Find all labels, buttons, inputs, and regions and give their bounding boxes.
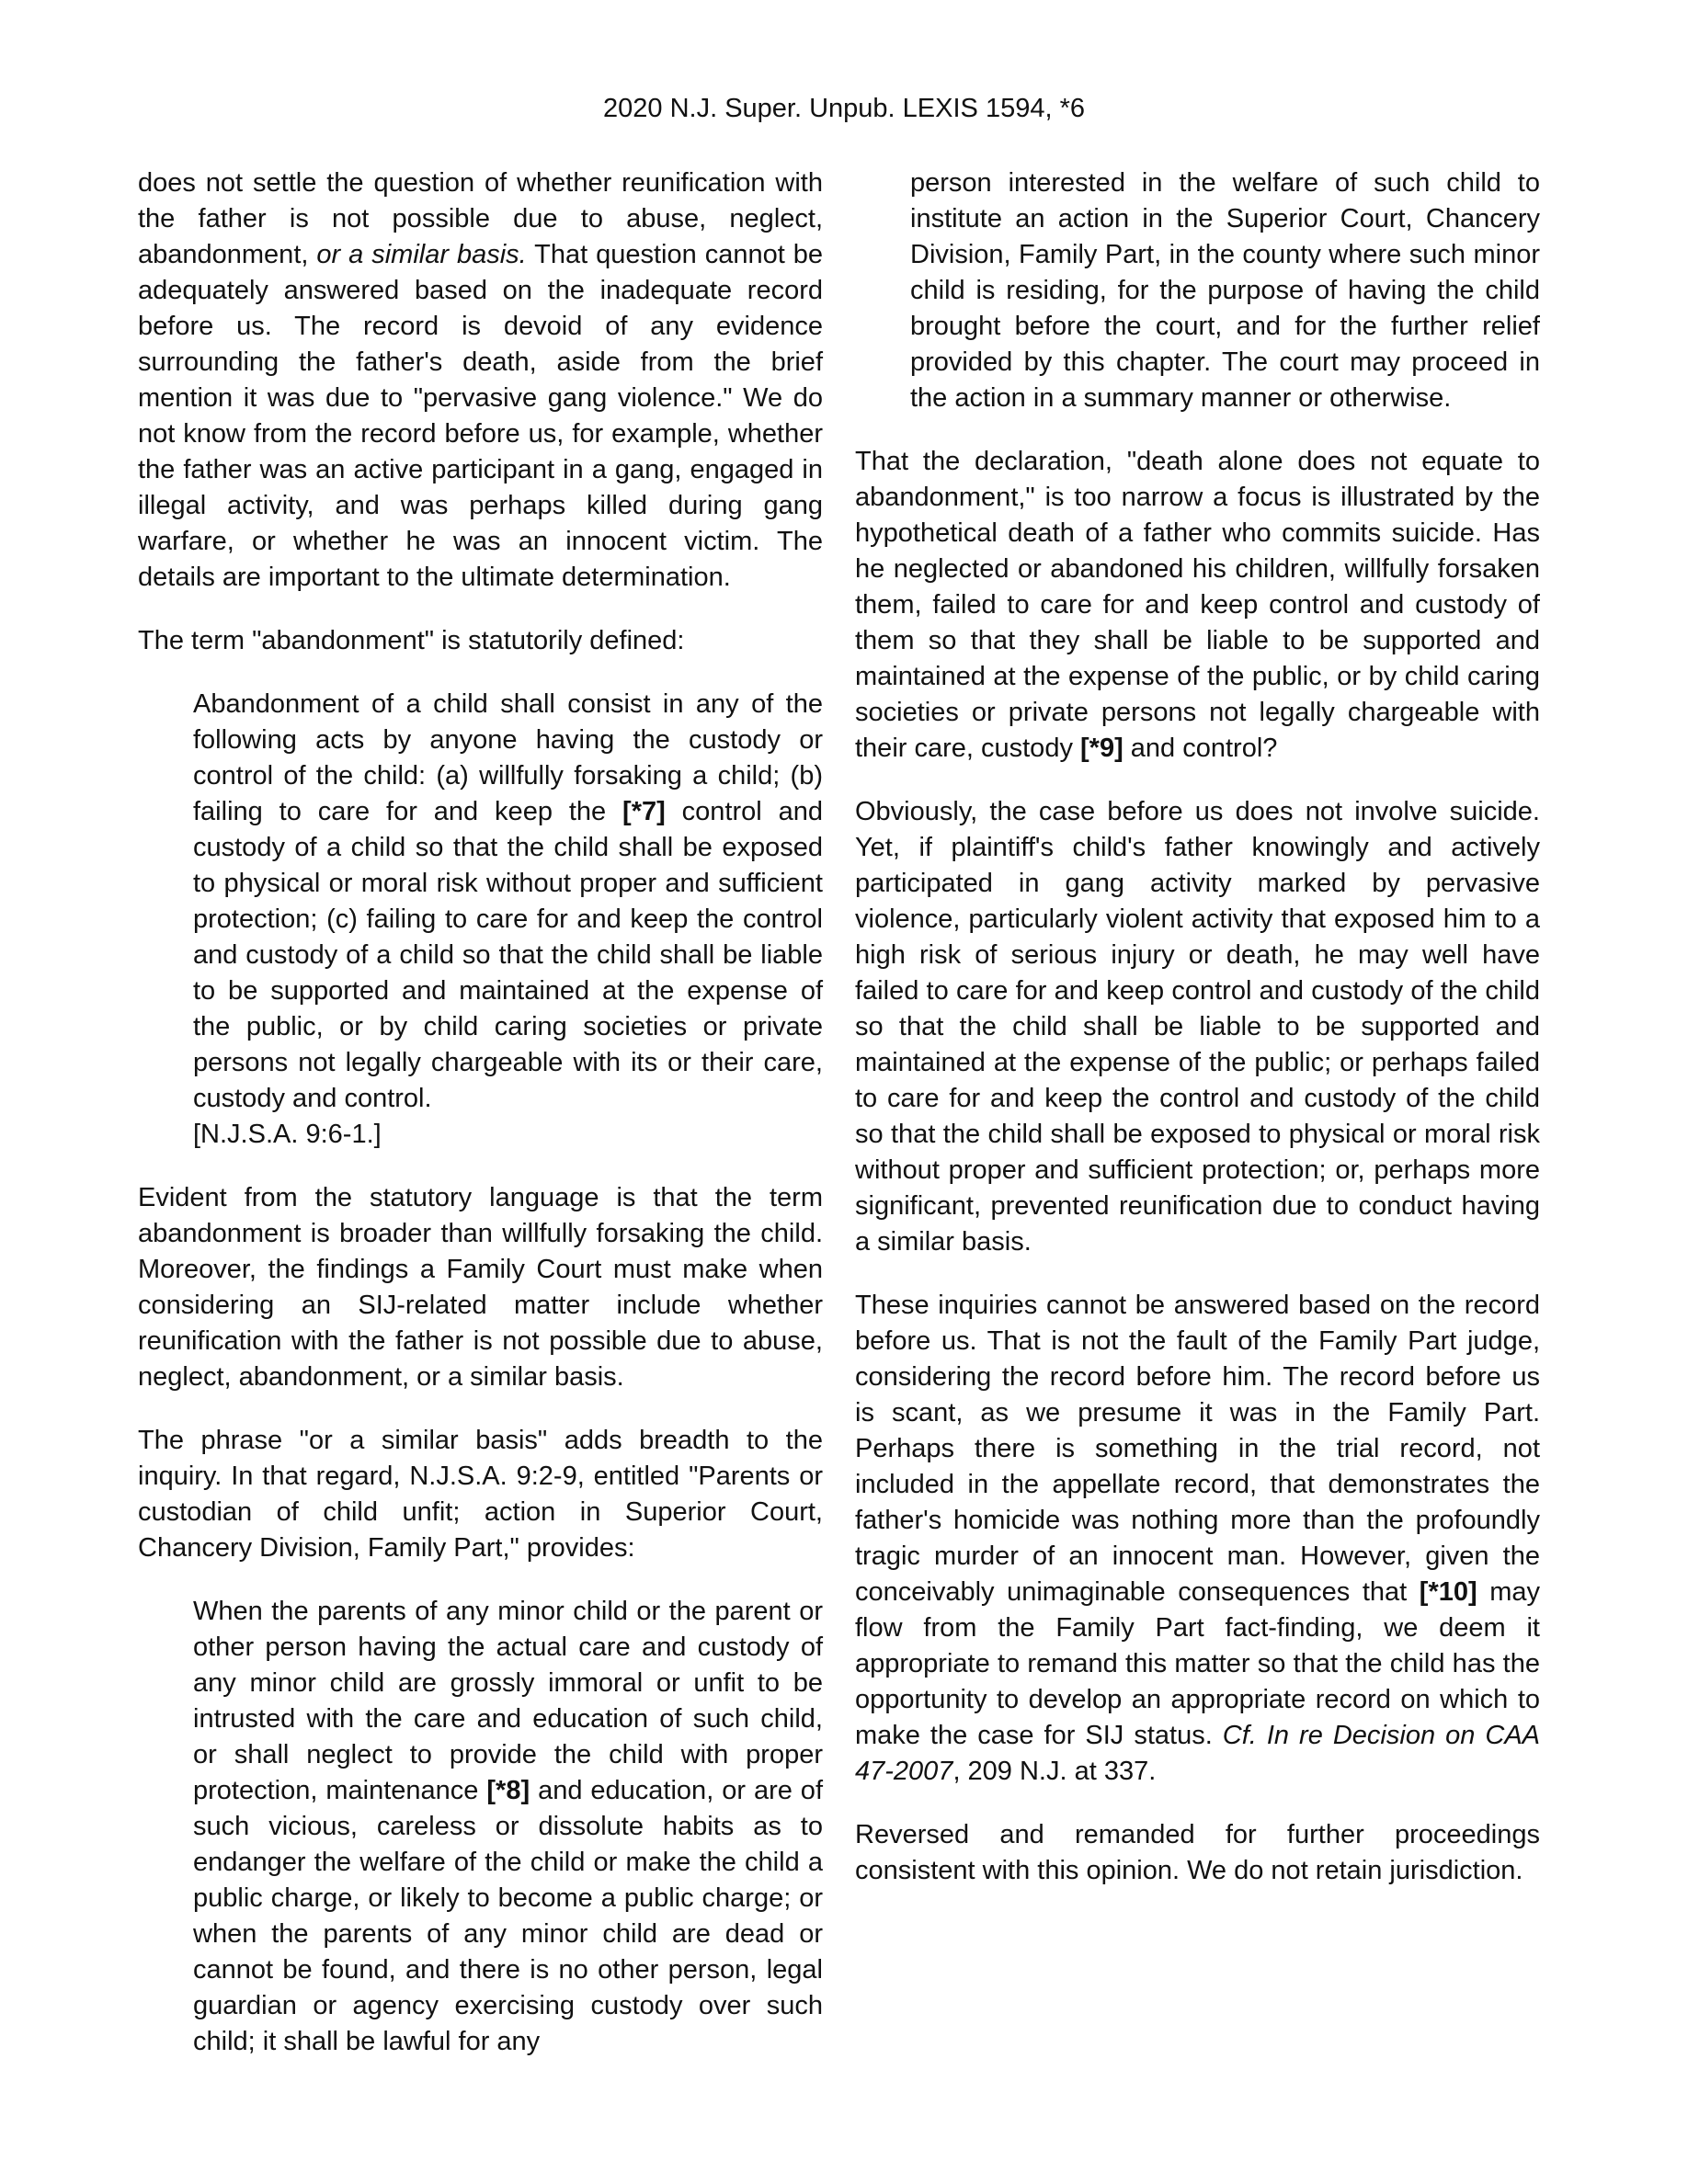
- page-marker-7: [*7]: [622, 797, 666, 826]
- text-span: When the parents of any minor child or the parent or other person having the actual care and custody of any minor child are grossly immoral or unfit to be intrusted with the care and education of such child, or shall neglect to provide the child with proper protection, maintenance: [193, 1597, 823, 1805]
- text-span: That the declaration, "death alone does not equate to abandonment," is too narrow a focus is illustrated by the hypothetical death of a father who commits suicide. Has he neglected or abandoned his children, willfully forsaken them, failed to care for and keep control and custody of them so that they shall be liable to be supported and maintained at the expense of the public, or by child caring societies or private persons not legally chargeable with their care, custody: [855, 447, 1540, 763]
- case-citation: Cf. In re Decision on CAA 47-2007: [855, 1721, 1541, 1786]
- left-column: [138, 165, 823, 2087]
- page-marker-9: [*9]: [1080, 734, 1123, 763]
- italic-phrase: or a similar basis.: [316, 240, 527, 269]
- paragraph-5: [855, 444, 1540, 767]
- block-quote-1: [193, 687, 823, 1153]
- paragraph-8: Reversed and remanded for further proceedings consistent with this opinion. We do not retain jurisdiction.: [855, 1820, 1540, 1885]
- statute-citation: [N.J.S.A. 9:6-1.]: [193, 1120, 382, 1149]
- paragraph-4: The phrase "or a similar basis" adds breadth to the inquiry. In that regard, N.J.S.A. 9:2-9, entitled "Parents or custodian of child unfit; action in Superior Court, Chancery Division, Family Part," provides:: [138, 1426, 823, 1563]
- paragraph-2: The term "abandonment" is statutorily defined:: [138, 626, 685, 655]
- text-span: does not settle the question of whether reunification with the father is not possible due to abuse, neglect, abandonment,: [138, 168, 823, 269]
- paragraph-3: Evident from the statutory language is that the term abandonment is broader than willfully forsaking the child. Moreover, the findings a Family Court must make when considering an SIJ-related matter include whether reunification with the father is not possible due to abuse, neglect, abandonment, or a similar basis.: [138, 1183, 823, 1392]
- text-span: and control?: [1123, 734, 1278, 763]
- page-marker-10: [*10]: [1419, 1577, 1477, 1607]
- paragraph-6: Obviously, the case before us does not involve suicide. Yet, if plaintiff's child's father knowingly and actively participated in gang activity marked by pervasive violence, particularly violent activity that exposed him to a high risk of serious injury or death, he may well have failed to care for and keep control and custody of the child so that the child shall be liable to be supported and maintained at the expense of the public; or perhaps failed to care for and keep the control and custody of the child so that the child shall be exposed to physical or moral risk without proper and sufficient protection; or, perhaps more significant, prevented reunification due to conduct having a similar basis.: [855, 797, 1540, 1257]
- text-span: and education, or are of such vicious, careless or dissolute habits as to endanger the welfare of the child or make the child a public charge, or likely to become a public charge; or when the parents of any minor child are dead or cannot be found, and there is no other person, legal guardian or agency exercising custody over such child; it shall be lawful for any: [193, 1776, 823, 2056]
- block-quote-2: [193, 1594, 823, 2060]
- text-span: Abandonment of a child shall consist in any of the following acts by anyone having the custody or control of the child: (a) willfully forsaking a child; (b) failing to care for and keep the: [193, 689, 823, 826]
- text-span: That question cannot be adequately answered based on the inadequate record before us. The record is devoid of any evidence surrounding the father's death, aside from the brief mention it was due to "pervasive gang violence." We do not know from the record before us, for example, whether the father was an active participant in a gang, engaged in illegal activity, and was perhaps killed during gang warfare, or whether he was an innocent victim. The details are important to the ultimate determination.: [138, 240, 823, 592]
- block-quote-2-continued: person interested in the welfare of such child to institute an action in the Superior Court, Chancery Division, Family Part, in the county where such minor child is residing, for the purpose of having the child brought before the court, and for the further relief provided by this chapter. The court may proceed in the action in a summary manner or otherwise.: [910, 168, 1540, 413]
- paragraph-1: [138, 165, 823, 596]
- text-span: may flow from the Family Part fact-finding, we deem it appropriate to remand this matter so that the child has the opportunity to develop an appropriate record on which to make the case for SIJ status.: [855, 1577, 1541, 1750]
- text-span: These inquiries cannot be answered based on the record before us. That is not the fault of the Family Part judge, considering the record before him. The record before us is scant, as we presume it was in the Family Part. Perhaps there is something in the trial record, not included in the appellate record, that demonstrates the father's homicide was nothing more than the profoundly tragic murder of an innocent man. However, given the conceivably unimaginable consequences that: [855, 1291, 1540, 1607]
- page-marker-8: [*8]: [486, 1776, 530, 1805]
- running-header: 2020 N.J. Super. Unpub. LEXIS 1594, *6: [603, 94, 1085, 123]
- text-span: , 209 N.J. at 337.: [952, 1757, 1157, 1786]
- right-column: [855, 165, 1540, 1917]
- text-span: control and custody of a child so that the child shall be exposed to physical or moral risk without proper and sufficient protection; (c) failing to care for and keep the control and custody of a child so that the child shall be liable to be supported and maintained at the expense of the public, or by child caring societies or private persons not legally chargeable with its or their care, custody and control.: [193, 797, 823, 1113]
- paragraph-7: [855, 1288, 1540, 1790]
